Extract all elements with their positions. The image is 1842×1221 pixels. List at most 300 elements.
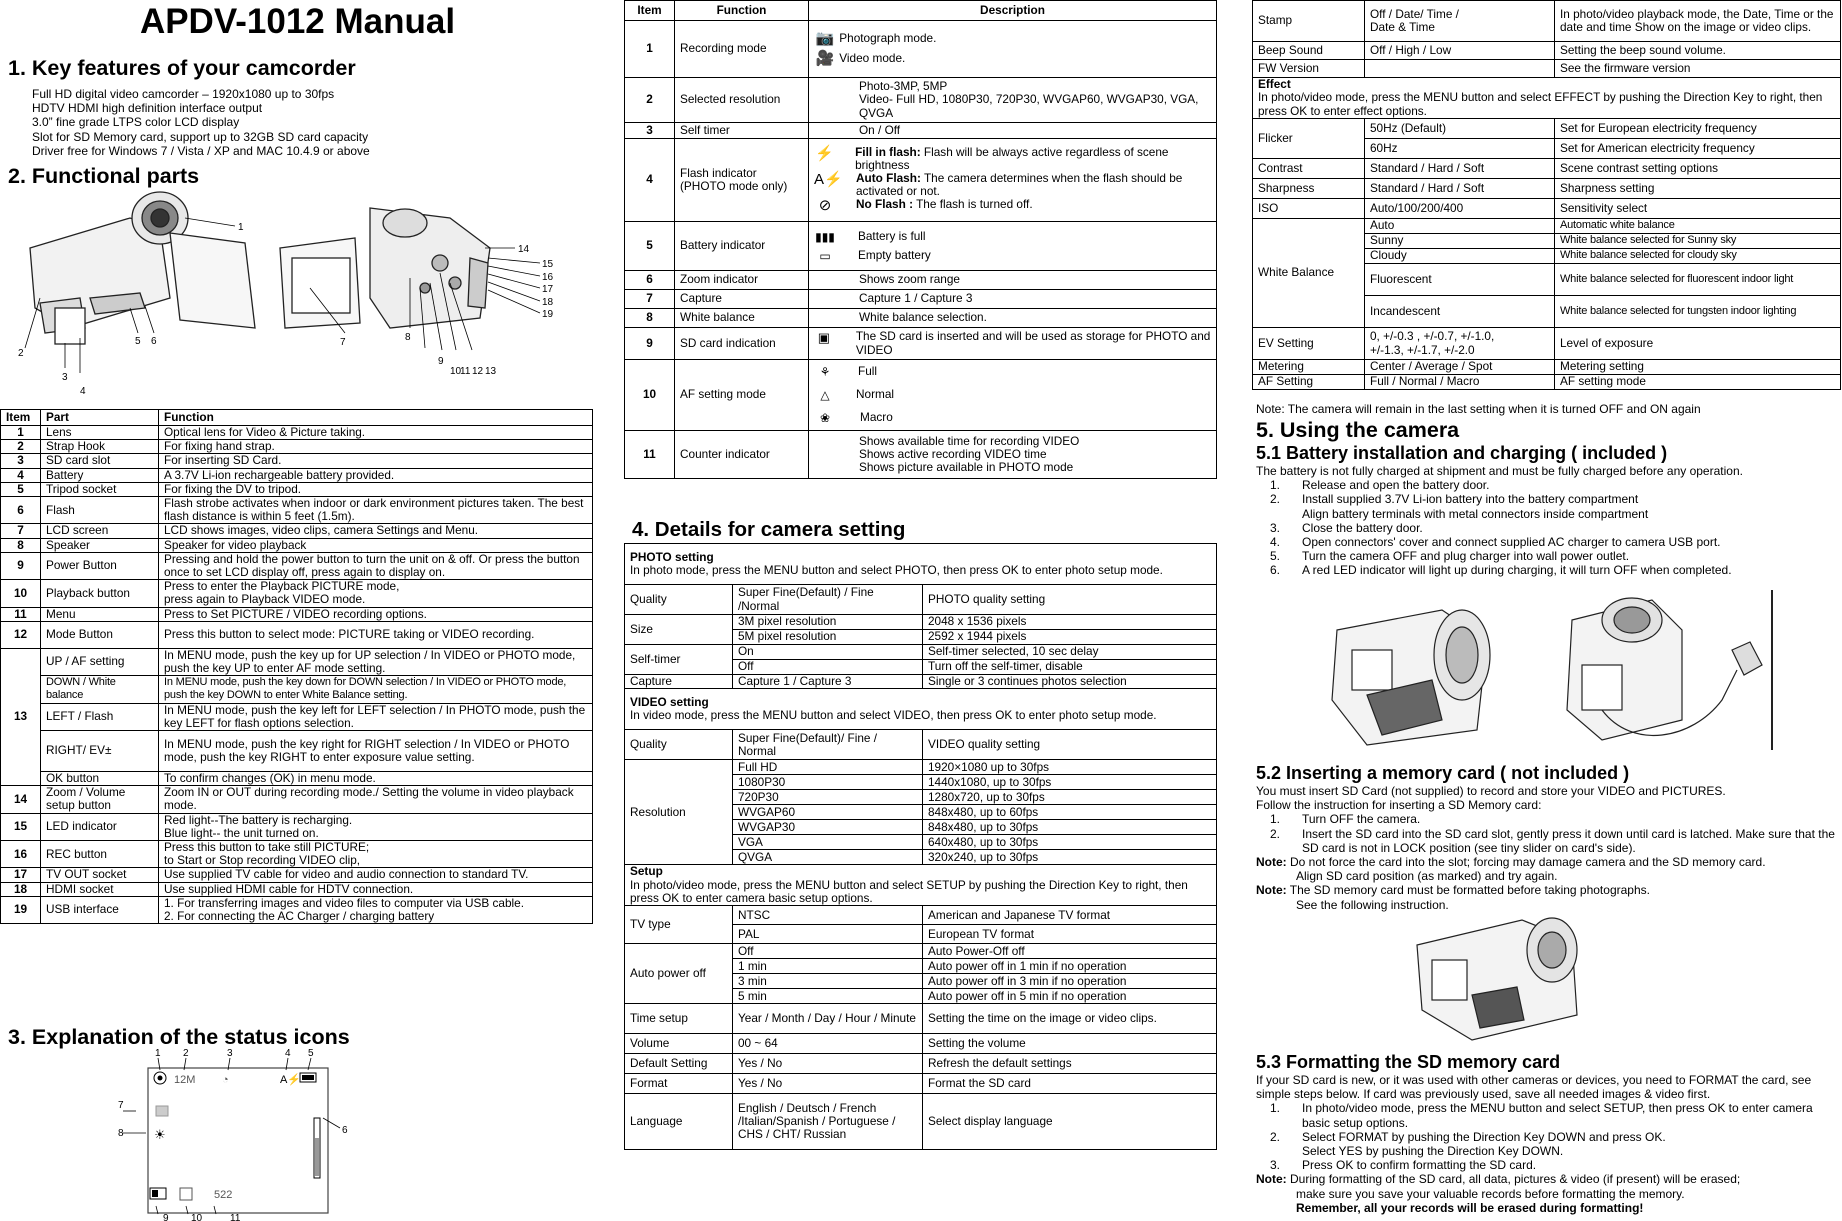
part-name: Battery [41, 468, 159, 482]
item-number: 16 [1, 841, 41, 868]
item-number: 10 [625, 360, 675, 431]
setting-option: Off [733, 660, 923, 675]
table-cell: Level of exposure [1555, 328, 1841, 360]
feature-item: HDTV HDMI high definition interface output [32, 101, 263, 116]
part-name: OK button [41, 772, 159, 786]
setting-option: 720P30 [733, 790, 923, 805]
banner-title: VIDEO setting [630, 695, 709, 709]
table-row [625, 645, 1217, 660]
setting-option: WVGAP30 [733, 820, 923, 835]
function-cell: Selected resolution [675, 78, 809, 123]
settings-note: Note: The camera will remain in the last setting when it is turned OFF and ON again [1256, 402, 1701, 416]
table-cell: Center / Average / Spot [1365, 360, 1555, 375]
section-banner-row [625, 689, 1217, 730]
table-cell: 0, +/-0.3 , +/-0.7, +/-1.0, +/-1.3, +/-1.7, +/-2.0 [1365, 328, 1555, 360]
sd-card-illustration [1402, 905, 1622, 1045]
callout-label: 10 [191, 1213, 203, 1221]
setting-label: Auto power off [625, 944, 733, 1004]
table-cell: Metering setting [1555, 360, 1841, 375]
note-text: make sure you save your valuable records before formatting the memory. [1296, 1186, 1685, 1201]
table-row [1, 841, 593, 868]
setting-option: Sunny [1365, 234, 1555, 249]
callout-label: 1 [155, 1048, 161, 1059]
item-number: 3 [1, 454, 41, 468]
setting-description: 848x480, up to 60fps [923, 805, 1217, 820]
section-5-heading: 5. Using the camera [1256, 418, 1460, 442]
paragraph: The battery is not fully charged at shipment and must be fully charged before any operation. [1256, 464, 1743, 478]
setting-option: 60Hz [1365, 139, 1555, 159]
item-number: 12 [1, 621, 41, 648]
table-cell: ISO [1253, 199, 1365, 219]
af-full-icon: ⚘ [819, 365, 831, 379]
table-row [1, 580, 593, 607]
part-name: Tripod socket [41, 482, 159, 496]
list-number [1270, 1144, 1302, 1158]
function-cell: Capture [675, 290, 809, 309]
item-number: 3 [625, 123, 675, 139]
callout-label: 10 [450, 366, 462, 377]
setting-description: 1440x1080, up to 30fps [923, 775, 1217, 790]
fill-flash-icon: ⚡ [815, 144, 834, 162]
table-row [625, 1094, 1217, 1150]
flash-text: Flash will be always active regardless of scene brightness [855, 144, 1169, 172]
callout-label: 9 [163, 1213, 169, 1221]
setting-description: 2048 x 1536 pixels [923, 615, 1217, 630]
list-item [1270, 1158, 1838, 1172]
callout-label: 9 [438, 356, 444, 367]
section-3-heading: 3. Explanation of the status icons [8, 1025, 350, 1049]
table-row [1, 482, 593, 496]
table-row [625, 944, 1217, 959]
item-number: 7 [1, 524, 41, 538]
description-cell [809, 360, 1217, 431]
note-label: Note: [1256, 883, 1287, 898]
list-item [1270, 1144, 1838, 1158]
callout-label: 2 [183, 1048, 189, 1059]
function-cell: Counter indicator [675, 431, 809, 479]
section-1-heading: 1. Key features of your camcorder [8, 56, 356, 80]
list-text: Press OK to confirm formatting the SD card. [1302, 1158, 1537, 1173]
table-cell: Yes / No [733, 1074, 923, 1094]
list-item [1270, 478, 1836, 492]
setting-description: European TV format [923, 925, 1217, 944]
callout-label: 7 [118, 1100, 124, 1111]
table-row [1253, 1, 1841, 42]
format-steps [1256, 1101, 1838, 1172]
note-text: See the following instruction. [1296, 897, 1449, 912]
list-item [1270, 1101, 1838, 1129]
setting-description: White balance selected for tungsten indoor lighting [1555, 296, 1841, 328]
list-item [1270, 827, 1838, 855]
note-label: Note: [1256, 855, 1287, 870]
table-cell: 00 ~ 64 [733, 1034, 923, 1054]
callout-label: 3 [227, 1048, 233, 1059]
list-number: 2. [1270, 826, 1281, 841]
format-section [1256, 1073, 1838, 1215]
table-row [1, 426, 593, 440]
setting-option: 3M pixel resolution [733, 615, 923, 630]
table-row [1, 703, 593, 730]
setting-description: 320x240, up to 30fps [923, 850, 1217, 865]
table-cell: AF setting mode [1555, 375, 1841, 390]
list-item [1270, 549, 1836, 563]
setting-option: QVGA [733, 850, 923, 865]
table-row [1, 468, 593, 482]
setting-description: Set for American electricity frequency [1555, 139, 1841, 159]
desc-text: Photograph mode. [839, 31, 937, 46]
callout-label: 19 [542, 309, 554, 320]
table-row [625, 615, 1217, 630]
table-cell: EV Setting [1253, 328, 1365, 360]
function-cell: Battery indicator [675, 222, 809, 271]
table-row [1, 731, 593, 772]
setting-description: White balance selected for cloudy sky [1555, 249, 1841, 264]
setting-option: Off [733, 944, 923, 959]
callout-label: 6 [342, 1125, 348, 1136]
item-number: 4 [625, 139, 675, 222]
feature-item: Full HD digital video camcorder – 1920x1080 up to 30fps [32, 87, 335, 101]
setting-option: 5M pixel resolution [733, 630, 923, 645]
table-row [625, 1054, 1217, 1074]
setting-description: 848x480, up to 30fps [923, 820, 1217, 835]
list-number: 2. [1270, 1129, 1281, 1144]
function-cell: Recording mode [675, 21, 809, 78]
setting-description: 2592 x 1944 pixels [923, 630, 1217, 645]
table-cell: Contrast [1253, 159, 1365, 179]
table-row [1, 524, 593, 538]
description-cell: Capture 1 / Capture 3 [809, 290, 1217, 309]
table-row [625, 906, 1217, 925]
more-settings-table [1252, 0, 1841, 390]
table-cell: Format [625, 1074, 733, 1094]
table-row [625, 675, 1217, 689]
section-banner [625, 865, 1217, 906]
note-text: Do not force the card into the slot; forcing may damage camera and the SD memory card. [1286, 855, 1766, 870]
part-name: Zoom / Volume setup button [41, 786, 159, 813]
part-name: REC button [41, 841, 159, 868]
note-text: Align SD card position (as marked) and try again. [1296, 869, 1558, 884]
table-cell: Setting the beep sound volume. [1555, 42, 1841, 60]
description-cell [809, 222, 1217, 271]
memory-card-section [1256, 784, 1838, 912]
part-function: Zoom IN or OUT during recording mode./ Setting the volume in video playback mode. [159, 786, 593, 813]
table-cell: Default Setting [625, 1054, 733, 1074]
desc-text: The SD card is inserted and will be used as storage for PHOTO and VIDEO [855, 329, 1211, 357]
auto-flash-icon: A⚡ [280, 1074, 302, 1086]
table-row [1, 772, 593, 786]
callout-label: 3 [62, 372, 68, 383]
item-number: 1 [1, 426, 41, 440]
af-macro-icon: ❀ [819, 411, 831, 425]
function-cell: SD card indication [675, 328, 809, 360]
table-row [1, 454, 593, 468]
item-number: 1 [625, 21, 675, 78]
setting-option: Cloudy [1365, 249, 1555, 264]
setting-label: Flicker [1253, 119, 1365, 159]
setting-description: Auto power off in 5 min if no operation [923, 989, 1217, 1004]
table-row [1, 786, 593, 813]
table-row [1253, 375, 1841, 390]
description-cell: White balance selection. [809, 309, 1217, 328]
callout-label: 6 [151, 336, 157, 347]
setting-description: American and Japanese TV format [923, 906, 1217, 925]
auto-flash-letter: A [280, 1074, 288, 1086]
list-item [1270, 1130, 1838, 1144]
table-row [625, 585, 1217, 615]
setting-option: 5 min [733, 989, 923, 1004]
part-function: Press to Set PICTURE / VIDEO recording options. [159, 607, 593, 621]
part-name: Strap Hook [41, 440, 159, 454]
paragraph: You must insert SD Card (not supplied) to record and store your VIDEO and PICTURES. [1256, 784, 1726, 798]
setting-option: 1080P30 [733, 775, 923, 790]
table-row [1253, 159, 1841, 179]
part-name: Speaker [41, 538, 159, 552]
callout-label: 12 [472, 366, 484, 377]
list-item [1270, 507, 1836, 521]
setting-option: Incandescent [1365, 296, 1555, 328]
table-cell: Time setup [625, 1004, 733, 1034]
table-row [1253, 219, 1841, 234]
list-number: 3. [1270, 520, 1281, 535]
camcorder-diagram [10, 188, 595, 403]
item-number: 17 [1, 868, 41, 882]
table-cell: Standard / Hard / Soft [1365, 159, 1555, 179]
description-cell: On / Off [809, 123, 1217, 139]
item-number: 13 [1, 648, 41, 785]
setting-description: Automatic white balance [1555, 219, 1841, 234]
table-cell: Capture 1 / Capture 3 [733, 675, 923, 689]
item-number: 9 [1, 552, 41, 579]
table-row [1253, 360, 1841, 375]
part-function: Flash strobe activates when indoor or dark environment pictures taken. The best flash distance is within 5 feet (1.5m). [159, 497, 593, 524]
table-cell: Yes / No [733, 1054, 923, 1074]
flash-text: The flash is turned off. [913, 197, 1033, 212]
setting-option: PAL [733, 925, 923, 944]
part-name: DOWN / White balance [41, 676, 159, 703]
table-row [625, 760, 1217, 775]
feature-item: 3.0” fine grade LTPS color LCD display [32, 115, 240, 130]
resolution-readout: 12M [174, 1074, 196, 1086]
item-number: 5 [1, 482, 41, 496]
part-function: 1. For transferring images and video files to computer via USB cable. 2. For connecting the AC Charger / charging battery [159, 896, 593, 923]
callout-label: 7 [340, 337, 346, 348]
function-cell: Zoom indicator [675, 271, 809, 290]
table-row [1, 440, 593, 454]
part-function: For inserting SD Card. [159, 454, 593, 468]
callout-label: 8 [118, 1128, 124, 1139]
video-icon: 🎥 [815, 50, 835, 67]
callout-label: 14 [518, 244, 530, 255]
section-banner-row [625, 544, 1217, 585]
description-cell [809, 139, 1217, 222]
setting-description: 1920×1080 up to 30fps [923, 760, 1217, 775]
no-flash-icon: ⊘ [818, 197, 832, 215]
table-row [1, 896, 593, 923]
table-row [1253, 179, 1841, 199]
table-cell: Off / High / Low [1365, 42, 1555, 60]
part-name: Power Button [41, 552, 159, 579]
callout-label: 1 [238, 222, 244, 233]
part-name: RIGHT/ EV± [41, 731, 159, 772]
part-function: Red light--The battery is recharging. Blue light-- the unit turned on. [159, 813, 593, 840]
setting-option: 50Hz (Default) [1365, 119, 1555, 139]
setting-description: Turn off the self-timer, disable [923, 660, 1217, 675]
part-function: Press to enter the Playback PICTURE mode, press again to Playback VIDEO mode. [159, 580, 593, 607]
function-cell: Self timer [675, 123, 809, 139]
item-number: 7 [625, 290, 675, 309]
camera-icon: 📷 [815, 30, 835, 47]
desc-text: Full [858, 364, 878, 379]
table-cell: Volume [625, 1034, 733, 1054]
table-cell: Setting the volume [923, 1034, 1217, 1054]
part-name: Flash [41, 497, 159, 524]
note-label: Note: [1256, 1172, 1287, 1187]
description-cell [809, 21, 1217, 78]
item-number: 11 [1, 607, 41, 621]
part-function: LCD shows images, video clips, camera Settings and Menu. [159, 524, 593, 538]
table-cell: Beep Sound [1253, 42, 1365, 60]
table-row [625, 1004, 1217, 1034]
flash-label: Fill in flash: [855, 144, 921, 159]
paragraph: Follow the instruction for inserting a SD Memory card: [1256, 798, 1542, 813]
setting-option: 3 min [733, 974, 923, 989]
table-cell: English / Deutsch / French /Italian/Spanish / Portuguese / CHS / CHT/ Russian [733, 1094, 923, 1150]
item-number: 10 [1, 580, 41, 607]
note-text: The SD memory card must be formatted before taking photographs. [1286, 883, 1650, 898]
list-number: 1. [1270, 478, 1281, 493]
callout-label: 5 [135, 336, 141, 347]
part-name: HDMI socket [41, 882, 159, 896]
function-cell: Flash indicator (PHOTO mode only) [675, 139, 809, 222]
desc-text: Empty battery [858, 247, 931, 262]
table-cell: AF Setting [1253, 375, 1365, 390]
table-cell: Off / Date/ Time / Date & Time [1365, 1, 1555, 42]
flash-label: Auto Flash: [856, 171, 921, 185]
section-banner [625, 689, 1217, 730]
part-function: Optical lens for Video & Picture taking. [159, 426, 593, 440]
setting-description: 640x480, up to 30fps [923, 835, 1217, 850]
item-number: 4 [1, 468, 41, 482]
function-cell: AF setting mode [675, 360, 809, 431]
callout-label: 16 [542, 272, 554, 283]
table-cell: Metering [1253, 360, 1365, 375]
flash-label: No Flash : [856, 197, 914, 212]
part-name: SD card slot [41, 454, 159, 468]
part-name: LED indicator [41, 813, 159, 840]
list-item [1270, 563, 1836, 577]
table-cell: Full / Normal / Macro [1365, 375, 1555, 390]
battery-empty-icon: ▭ [819, 248, 831, 263]
white-balance-icon: ☀ [154, 1127, 166, 1142]
part-name: Playback button [41, 580, 159, 607]
part-name: Menu [41, 607, 159, 621]
list-text: Select FORMAT by pushing the Direction Key DOWN and press OK. [1302, 1129, 1666, 1144]
setting-description: White balance selected for fluorescent indoor light [1555, 264, 1841, 296]
table-cell: See the firmware version [1555, 60, 1841, 78]
page-title: APDV-1012 Manual [139, 2, 456, 41]
item-number: 5 [625, 222, 675, 271]
table-row [625, 1034, 1217, 1054]
part-function: Use supplied TV cable for video and audio connection to standard TV. [159, 868, 593, 882]
item-number: 14 [1, 786, 41, 813]
self-timer-icon: ◔ [222, 1074, 229, 1086]
section-banner [625, 544, 1217, 585]
banner-title: Setup [630, 864, 663, 879]
part-function: A 3.7V Li-ion rechargeable battery provided. [159, 468, 593, 482]
part-name: USB interface [41, 896, 159, 923]
setting-option: Full HD [733, 760, 923, 775]
list-text: Align battery terminals with metal connectors inside compartment [1302, 506, 1649, 521]
table-cell: Setting the time on the image or video clips. [923, 1004, 1217, 1034]
setting-option: 1 min [733, 959, 923, 974]
description-cell: Photo-3MP, 5MP Video- Full HD, 1080P30, 720P30, WVGAP60, WVGAP30, VGA, QVGA [809, 78, 1217, 123]
list-item [1270, 535, 1836, 549]
setting-label: Resolution [625, 760, 733, 865]
list-text: Release and open the battery door. [1302, 478, 1490, 493]
sd-card-icon: ▣ [817, 330, 831, 346]
desc-text: Battery is full [858, 228, 926, 243]
part-function: In MENU mode, push the key up for UP selection / In VIDEO or PHOTO mode, push the key UP to enter AF mode setting. [159, 648, 593, 675]
status-screen-diagram [118, 1048, 358, 1221]
table-cell: Super Fine(Default) / Fine /Normal [733, 585, 923, 615]
note-text: Remember, all your records will be erased during formatting! [1296, 1200, 1644, 1215]
part-name: LCD screen [41, 524, 159, 538]
table-row [625, 1074, 1217, 1094]
list-text: Turn OFF the camera. [1302, 812, 1421, 827]
setting-description: 1280x720, up to 30fps [923, 790, 1217, 805]
table-row [1253, 328, 1841, 360]
desc-text: Normal [856, 387, 895, 402]
table-cell: PHOTO quality setting [923, 585, 1217, 615]
table-cell: Standard / Hard / Soft [1365, 179, 1555, 199]
part-name: Mode Button [41, 621, 159, 648]
list-text: Open connectors' cover and connect supplied AC charger to camera USB port. [1302, 535, 1721, 550]
list-text: In photo/video mode, press the MENU button and select SETUP, then press OK to enter camera basic setup options. [1302, 1101, 1813, 1130]
part-function: Press this button to take still PICTURE; to Start or Stop recording VIDEO clip, [159, 841, 593, 868]
item-number: 9 [625, 328, 675, 360]
item-number: 11 [625, 431, 675, 479]
af-normal-icon: △ [820, 388, 830, 402]
table-row [1, 813, 593, 840]
section-5-3-heading: 5.3 Formatting the SD memory card [1256, 1052, 1561, 1072]
table-row [1, 882, 593, 896]
callout-label: 11 [230, 1213, 241, 1221]
item-number: 2 [625, 78, 675, 123]
table-cell: Super Fine(Default)/ Fine / Normal [733, 730, 923, 760]
callout-label: 2 [18, 348, 24, 359]
banner-title: Effect [1258, 77, 1291, 92]
list-number: 5. [1270, 549, 1281, 564]
battery-illustration [1292, 580, 1812, 760]
status-icon-table [624, 0, 1217, 479]
callout-label: 15 [542, 259, 554, 270]
part-function: To confirm changes (OK) in menu mode. [159, 772, 593, 786]
banner-text: In video mode, press the MENU button and select VIDEO, then press OK to enter photo setup mode. [630, 708, 1157, 723]
col-header: Function [159, 410, 593, 426]
table-cell: Format the SD card [923, 1074, 1217, 1094]
table-row [625, 730, 1217, 760]
setting-option: Auto [1365, 219, 1555, 234]
setting-label: Size [625, 615, 733, 645]
table-cell: Sharpness setting [1555, 179, 1841, 199]
part-function: In MENU mode, push the key right for RIGHT selection / In VIDEO or PHOTO mode, push the key RIGHT to enter exposure value setting. [159, 731, 593, 772]
table-cell: VIDEO quality setting [923, 730, 1217, 760]
part-function: For fixing the DV to tripod. [159, 482, 593, 496]
list-number: 2. [1270, 492, 1281, 507]
part-function: Press this button to select mode: PICTURE taking or VIDEO recording. [159, 621, 593, 648]
setting-option: On [733, 645, 923, 660]
col-header: Function [675, 1, 809, 21]
